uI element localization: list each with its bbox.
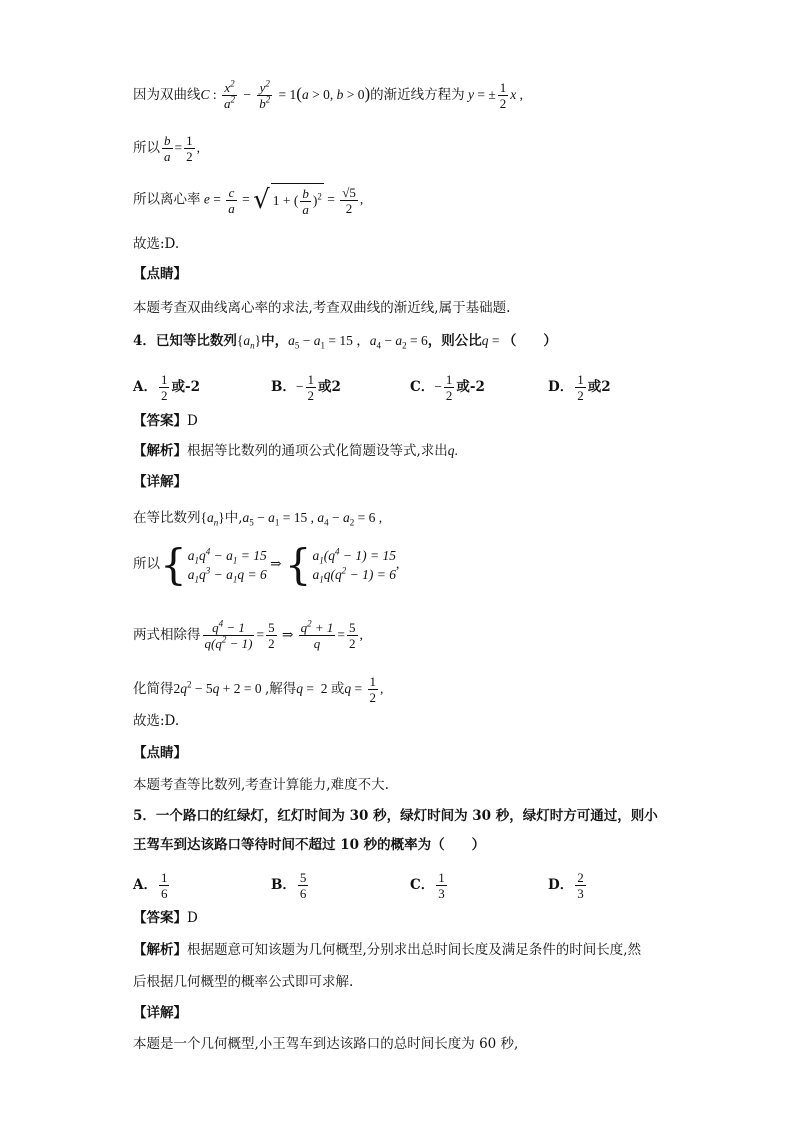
q5-analysis-line2: 后根据几何概型的概率公式即可求解. <box>133 974 354 990</box>
label-analysis: 【解析】 <box>133 443 187 459</box>
fraction-one-half: $\frac{1}{2}$ <box>186 133 193 164</box>
label-analysis: 【解析】 <box>133 942 187 958</box>
fraction-b-a: $\frac{b}{a}$ <box>164 133 171 164</box>
fraction-y2-b2: $\frac{y^2}{b^2}$ <box>259 78 271 111</box>
q5-detail-line: 本题是一个几何概型,小王驾车到达该路口的总时间长度为 60 秒, <box>133 1036 519 1052</box>
q4-detail-line1: 在等比数列$\{a_n\}$中$,a_5 - a_1 = 15$ , $a_4 - a_2 = 6$ , <box>133 510 383 528</box>
q4-tip-text: 本题考查等比数列,考查计算能力,难度不大. <box>133 777 389 793</box>
q5-detail-label: 【详解】 <box>133 1005 187 1021</box>
q4-tip-label: 【点睛】 <box>133 745 187 761</box>
q4-stem-prefix: 4．已知等比数列 <box>133 333 237 349</box>
line-eccentricity: 所以离心率 e = $\frac{c}{a}$ = √ 1 + ( $\frac{b}{a}$ )$^2$ = $\frac{√5}{2}$ , <box>133 184 364 217</box>
q4-choose: 故选:D. <box>133 713 180 729</box>
question-5-stem-line2: 王驾车到达该路口等待时间不超过 10 秒的概率为（ ） <box>133 837 486 853</box>
fraction-q4-minus1: $\frac{q^4 - 1}{q(q^2 - 1)}$ <box>204 618 253 651</box>
text-so: 所以 <box>133 140 160 156</box>
question-4-stem: 4．已知等比数列$\{a_n\}$中，$a_5 - a_1 = 15$ ，$a_4 - a_2 = 6$，则公比q = （ ） <box>133 333 557 351</box>
line-ratio: 所以 $\frac{b}{a}$ = $\frac{1}{2}$ , <box>133 133 200 164</box>
question-5-stem-line1: 5．一个路口的红绿灯，红灯时间为 30 秒，绿灯时间为 30 秒，绿灯时方可通过，则小 <box>133 808 658 824</box>
q5-answer <box>133 908 198 928</box>
fraction-sqrt5-2: $\frac{√5}{2}$ <box>342 184 356 216</box>
q4-option-d: D． $\frac{1}{2}$ 或2 <box>548 372 611 403</box>
q4-stem-ratio: ，则公比 <box>427 333 482 349</box>
q5-option-a: A． $\frac{1}{6}$ <box>133 870 168 901</box>
q5-analysis-line1 <box>133 940 641 960</box>
q4-answer-paren: （ ） <box>502 333 557 349</box>
q4-detail-divide: 两式相除得 $\frac{q^4 - 1}{q(q^2 - 1)}$ = $\frac{5}{2}$ ⇒ $\frac{q^2 + 1}{q}$ = $\frac{5}{2}$ , <box>133 618 363 651</box>
answer-value: D <box>187 910 198 926</box>
text-eccentricity: 所以离心率 <box>133 191 201 208</box>
q4-option-c: C．− $\frac{1}{2}$ 或-2 <box>410 372 485 403</box>
answer-value: D <box>187 413 198 429</box>
q4-analysis: 【解析】根据等比数列的通项公式化简题设等式,求出q. <box>133 443 458 459</box>
label-answer: 【答案】 <box>133 910 187 926</box>
sqrt-expression: 1 + ( $\frac{b}{a}$ )$^2$ <box>271 183 324 217</box>
math-curve-c: C <box>200 87 210 102</box>
q4-option-b: B．− $\frac{1}{2}$ 或2 <box>271 372 341 403</box>
equation-system-right: $a_1(q^4 - 1) = 15$ $a_1q(q^2 - 1) = 6$ <box>312 546 396 585</box>
analysis-text: 根据等比数列的通项公式化简题设等式,求出 <box>187 443 448 459</box>
q5-option-c: C． $\frac{1}{3}$ <box>410 870 445 901</box>
q4-detail-label: 【详解】 <box>133 474 187 490</box>
text-asymptote: 的渐近线方程为 <box>370 87 465 103</box>
line-tip-text: 本题考查双曲线离心率的求法,考查双曲线的渐近线,属于基础题. <box>133 300 511 316</box>
line-choose-d: 故选:D. <box>133 236 180 252</box>
fraction-one-half: $\frac{1}{2}$ <box>499 80 507 111</box>
q4-option-a: A． $\frac{1}{2}$ 或-2 <box>133 372 200 403</box>
q4-detail-simplify: 化简得$2q^2 - 5q + 2 = 0$ ,解得q = 2 或q = $\frac{1}{2}$ , <box>133 674 384 705</box>
fraction-c-a: $\frac{c}{a}$ <box>228 184 235 216</box>
q4-detail-system: 所以{ $a_1q^4 - a_1 = 15$ $a_1q^3 - a_1q = 6$ ⇒ { $a_1(q^4 - 1) = 15$ $a_1q(q^2 - 1) = 6$ , <box>133 539 400 589</box>
q5-option-d: D． $\frac{2}{3}$ <box>548 870 584 901</box>
equation-system-left: $a_1q^4 - a_1 = 15$ $a_1q^3 - a_1q = 6$ <box>187 546 267 585</box>
label-answer: 【答案】 <box>133 413 187 429</box>
q5-option-b: B． $\frac{5}{6}$ <box>271 870 307 901</box>
analysis-text: 根据题意可知该题为几何概型,分别求出总时间长度及满足条件的时间长度,然 <box>187 942 642 958</box>
text-intro: 因为双曲线 <box>133 87 201 103</box>
label-tip: 【点睛】 <box>133 266 187 282</box>
q4-stem-mid: 中， <box>261 333 289 349</box>
q4-answer <box>133 411 198 431</box>
line-hyperbola: 因为双曲线C : $\frac{x^2}{a^2}$ − $\frac{y^2}{b^2}$ = 1(a > 0, b > 0)的渐近线方程为 y = ± $\frac{1}{2}$ x , <box>133 78 524 111</box>
fraction-x2-a2: $\frac{x^2}{a^2}$ <box>224 78 236 111</box>
